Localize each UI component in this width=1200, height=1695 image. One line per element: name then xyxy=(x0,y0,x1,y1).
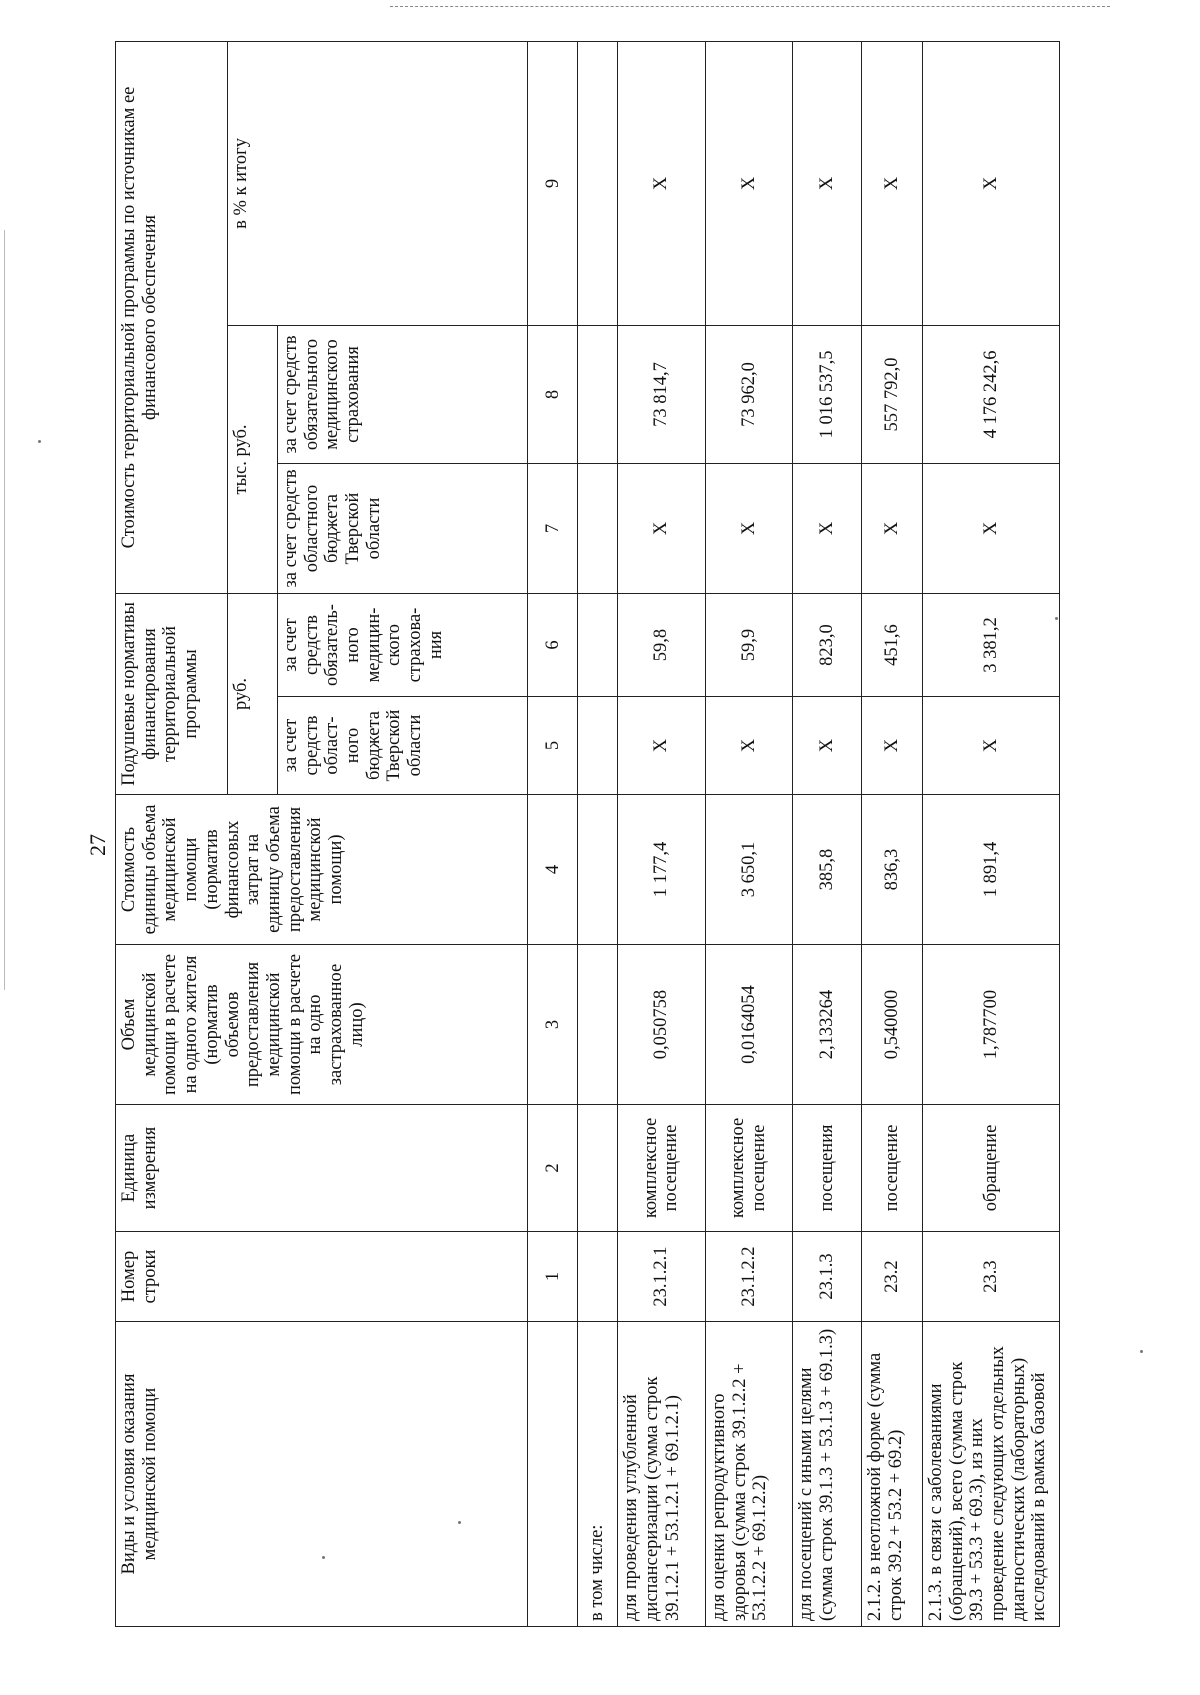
row-name: 2.1.3. в связи с заболеваниями (обращений), всего (сумма строк 39.3 + 53.3 + 69.3), из них проведение следующих отдельных диагностических (лабораторных) исследований в рамках базовой xyxy=(922,1322,1059,1627)
row-program-regional-budget: Х xyxy=(705,463,793,593)
row-regional-budget: Х xyxy=(793,697,862,795)
table-row xyxy=(793,41,862,1626)
column-number-cell: 9 xyxy=(528,41,578,325)
row-regional-budget: Х xyxy=(618,697,706,795)
row-program-oms: 73 962,0 xyxy=(705,325,793,463)
row-unit: посещение xyxy=(862,1105,923,1232)
row-volume: 0,540000 xyxy=(862,945,923,1105)
row-unit-cost: 1 177,4 xyxy=(618,795,706,945)
header-kind: Виды и условия оказания медицинской помощи xyxy=(116,1322,528,1627)
column-number-cell: 3 xyxy=(528,945,578,1105)
row-unit-cost: 836,3 xyxy=(862,795,923,945)
row-number: 23.2 xyxy=(862,1232,923,1322)
row-percent: Х xyxy=(793,41,862,325)
header-unit: Единица измерения xyxy=(116,1105,528,1232)
row-oms: 59,8 xyxy=(618,593,706,696)
header-program-regional-budget: за счет средств областного бюджета Тверской области xyxy=(277,463,528,593)
header-unit-cost: Стоимость единицы объема медицинской помощи (норматив финансовых затрат на единицу объема предоставления медицинской помощи) xyxy=(116,795,528,945)
column-number-cell: 7 xyxy=(528,463,578,593)
row-number: 23.1.2.1 xyxy=(618,1232,706,1322)
table-row xyxy=(705,41,793,1626)
column-number-cell xyxy=(528,1322,578,1627)
row-unit-cost: 3 650,1 xyxy=(705,795,793,945)
header-row-1 xyxy=(116,41,228,1626)
cost-table xyxy=(115,41,1060,1627)
row-program-regional-budget: Х xyxy=(922,463,1059,593)
column-number-cell: 2 xyxy=(528,1105,578,1232)
column-number-cell: 5 xyxy=(528,697,578,795)
header-per-capita: Подушевые нормативы финансирования территориальной программы xyxy=(116,593,228,794)
header-percent: в % к итогу xyxy=(227,41,528,325)
row-regional-budget: Х xyxy=(922,697,1059,795)
row-unit: комплексное посещение xyxy=(705,1105,793,1232)
header-oms: за счет средств обязатель-ного медицин-ского страхова-ния xyxy=(277,593,528,696)
row-name: 2.1.2. в неотложной форме (сумма строк 39.2 + 53.2 + 69.2) xyxy=(862,1322,923,1627)
scan-edge-line xyxy=(390,6,1110,7)
row-volume: 0,0164054 xyxy=(705,945,793,1105)
row-unit-cost: 1 891,4 xyxy=(922,795,1059,945)
row-percent: Х xyxy=(705,41,793,325)
header-volume: Объем медицинской помощи в расчете на одного жителя (норматив объемов предоставления медицинской помощи в расчете на одно застрахованное лицо) xyxy=(116,945,528,1105)
row-volume: 1,787700 xyxy=(922,945,1059,1105)
column-number-cell: 8 xyxy=(528,325,578,463)
row-name: для оценки репродуктивного здоровья (сумма строк 39.1.2.2 + 53.1.2.2 + 69.1.2.2) xyxy=(705,1322,793,1627)
row-unit: обращение xyxy=(922,1105,1059,1232)
scan-speck xyxy=(322,1556,325,1559)
row-oms: 3 381,2 xyxy=(922,593,1059,696)
row-percent: Х xyxy=(922,41,1059,325)
row-volume: 2,133264 xyxy=(793,945,862,1105)
row-program-oms: 73 814,7 xyxy=(618,325,706,463)
header-regional-budget: за счет средств област-ного бюджета Тверской области xyxy=(277,697,528,795)
row-number: 23.3 xyxy=(922,1232,1059,1322)
row-volume: 0,050758 xyxy=(618,945,706,1105)
scan-edge-line xyxy=(4,230,5,990)
header-row-number: Номер строки xyxy=(116,1232,528,1322)
row-program-regional-budget: Х xyxy=(793,463,862,593)
scan-speck xyxy=(458,1521,461,1524)
row-name: для посещений с иными целями (сумма строк 39.1.3 + 53.1.3 + 69.1.3) xyxy=(793,1322,862,1627)
page-number: 27 xyxy=(85,834,110,856)
row-program-oms: 4 176 242,6 xyxy=(922,325,1059,463)
column-number-cell: 6 xyxy=(528,593,578,696)
header-program-oms: за счет средств обязательного медицинского страхования xyxy=(277,325,528,463)
row-number: 23.1.2.2 xyxy=(705,1232,793,1322)
row-unit-cost: 385,8 xyxy=(793,795,862,945)
row-percent: Х xyxy=(862,41,923,325)
header-program-cost-unit: тыс. руб. xyxy=(227,325,277,593)
scan-speck xyxy=(38,440,41,443)
row-unit: посещения xyxy=(793,1105,862,1232)
column-number-row xyxy=(528,41,578,1626)
row-oms: 59,9 xyxy=(705,593,793,696)
scan-speck xyxy=(1055,617,1058,620)
row-regional-budget: Х xyxy=(705,697,793,795)
table-row xyxy=(862,41,923,1626)
section-label: в том числе: xyxy=(578,1322,618,1627)
row-number: 23.1.3 xyxy=(793,1232,862,1322)
row-regional-budget: Х xyxy=(862,697,923,795)
row-percent: Х xyxy=(618,41,706,325)
row-oms: 823,0 xyxy=(793,593,862,696)
row-program-regional-budget: Х xyxy=(618,463,706,593)
column-number-cell: 4 xyxy=(528,795,578,945)
row-program-regional-budget: Х xyxy=(862,463,923,593)
rotated-table-frame xyxy=(115,42,1060,1627)
row-name: для проведения углубленной диспансеризации (сумма строк 39.1.2.1 + 53.1.2.1 + 69.1.2.1) xyxy=(618,1322,706,1627)
header-per-capita-unit: руб. xyxy=(227,593,277,794)
table-row xyxy=(922,41,1059,1626)
row-unit: комплексное посещение xyxy=(618,1105,706,1232)
column-number-cell: 1 xyxy=(528,1232,578,1322)
scan-speck xyxy=(1140,1350,1143,1353)
row-program-oms: 557 792,0 xyxy=(862,325,923,463)
header-program-cost: Стоимость территориальной программы по источникам ее финансового обеспечения xyxy=(116,41,228,593)
table-row xyxy=(618,41,706,1626)
row-oms: 451,6 xyxy=(862,593,923,696)
section-row xyxy=(578,41,618,1626)
row-program-oms: 1 016 537,5 xyxy=(793,325,862,463)
